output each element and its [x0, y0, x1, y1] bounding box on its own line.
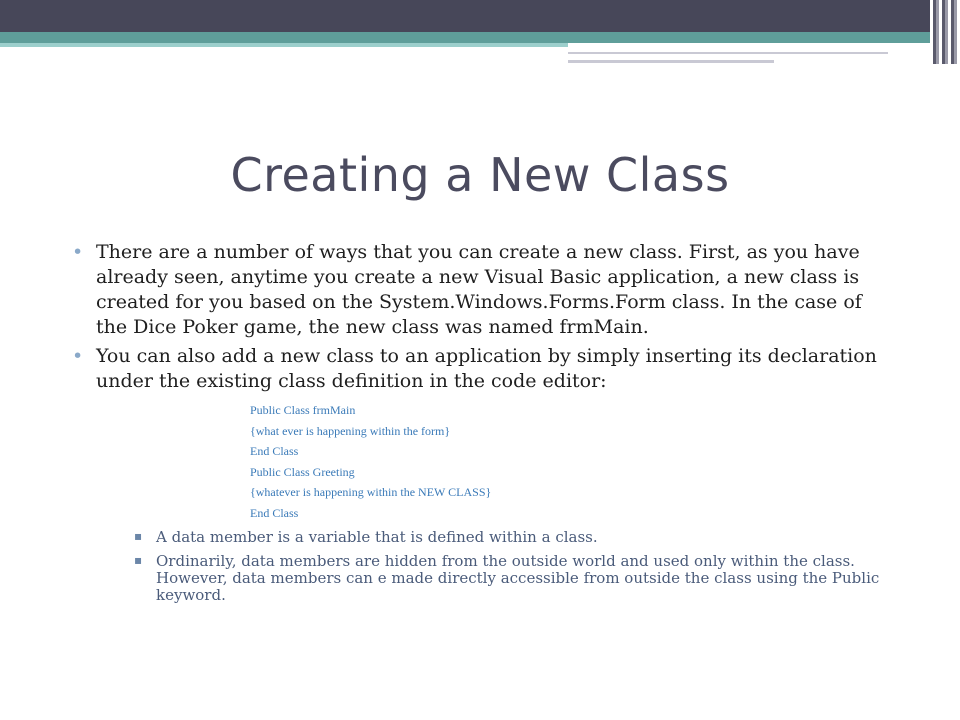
code-block	[250, 400, 880, 523]
code-line: {what ever is happening within the form}	[250, 423, 451, 438]
sub-bullet-item	[134, 529, 880, 546]
sub-bullet-icon: ▪	[134, 529, 143, 543]
code-line: Public Class Greeting	[250, 464, 355, 479]
bullet-text: You can also add a new class to an application by simply inserting its declaration under the existing class definition in the code editor:	[96, 345, 877, 392]
edge-decoration	[930, 0, 960, 64]
bullet-dot-icon: •	[72, 241, 84, 263]
sub-bullet-list	[134, 529, 880, 604]
bullet-item	[72, 344, 880, 394]
accent-thin-line	[0, 43, 568, 47]
bullet-dot-icon: •	[72, 345, 84, 367]
code-line: {whatever is happening within the NEW CLASS}	[250, 485, 492, 499]
accent-band	[0, 32, 930, 43]
sub-bullet-icon: ▪	[134, 553, 143, 567]
accent-strip	[568, 52, 888, 54]
sub-bullet-item	[134, 553, 880, 604]
bullet-text: There are a number of ways that you can create a new class. First, as you have already seen, anytime you create a new Visual Basic application, a new class is created for you based on the System.Windows.Forms.Form class. In the case of the Dice Poker game, the new class was named frmMain.	[96, 241, 862, 338]
bullet-item	[72, 240, 880, 340]
code-line: End Class	[250, 505, 299, 520]
code-line: Public Class frmMain	[250, 403, 356, 417]
slide-title: Creating a New Class	[230, 148, 730, 202]
sub-bullet-text: Ordinarily, data members are hidden from the outside world and used only within the class. However, data members can e made directly accessible from outside the class using the Public keyword.	[156, 552, 880, 604]
header-bar	[0, 0, 960, 32]
code-line: End Class	[250, 444, 299, 458]
accent-strip-lower	[568, 60, 774, 63]
sub-bullet-text: A data member is a variable that is defined within a class.	[156, 528, 598, 546]
slide-body	[72, 240, 880, 611]
